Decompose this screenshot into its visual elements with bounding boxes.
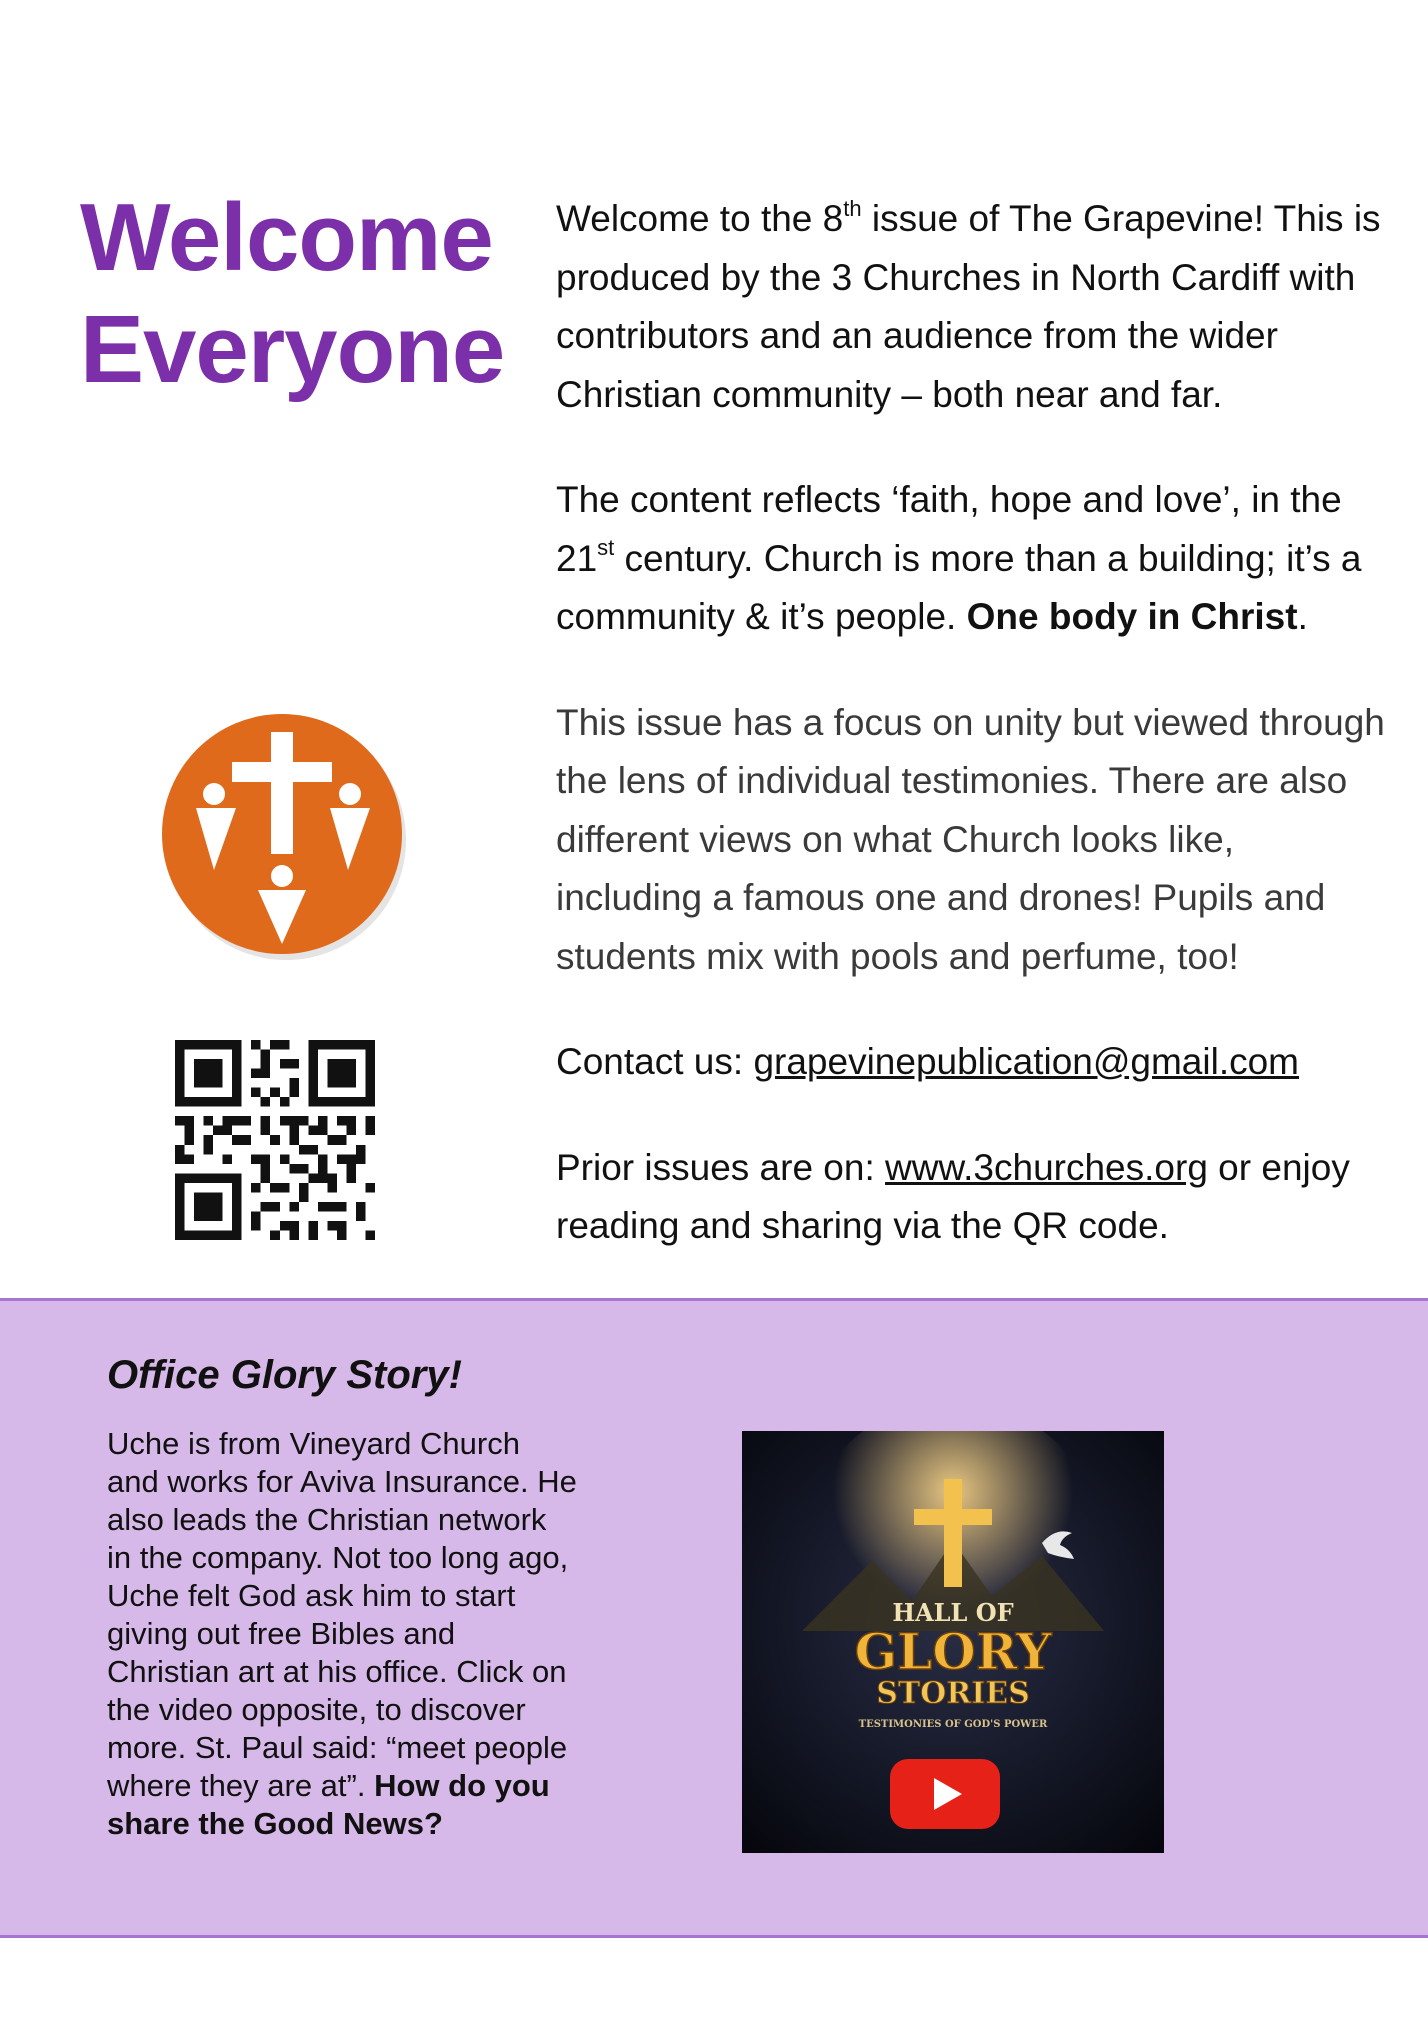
intro-paragraph-3: This issue has a focus on unity but viewed through the lens of individual testimonies. There are also different views on what Church looks like, including a famous one and drones! Pupils and students mix with pools and perfume, too!: [556, 701, 1385, 977]
video-tagline: TESTIMONIES OF GOD'S POWER: [858, 1719, 1048, 1730]
panel-body: Uche is from Vineyard Church and works for Aviva Insurance. He also leads the Christian network in the company. Not too long ago, Uche felt God ask him to start giving out free Bibles and Christian art at his office. Click on the video opposite, to discover more. St. Paul said: “meet people where they are at”. How do you share the Good News?: [107, 1426, 577, 1841]
video-hall-of: HALL OF: [892, 1598, 1014, 1627]
panel-bold-question: How do you share the Good News?: [107, 1768, 550, 1841]
bold-phrase: One body in Christ: [966, 596, 1298, 637]
youtube-play-icon[interactable]: [890, 1759, 1000, 1829]
contact-line: Contact us: grapevinepublication@gmail.com: [556, 1041, 1300, 1082]
website-link[interactable]: www.3churches.org: [885, 1146, 1208, 1188]
prior-issues-line: Prior issues are on: www.3churches.org or enjoy reading and sharing via the QR code.: [556, 1146, 1350, 1246]
contact-email-link[interactable]: grapevinepublication@gmail.com: [753, 1041, 1300, 1082]
office-glory-story-panel: [0, 1298, 1428, 1938]
intro-paragraph-1: Welcome to the 8th issue of The Grapevine! This is produced by the 3 Churches in North Cardiff with contributors and an audience from the wider Christian community – both near and far.: [556, 195, 1381, 415]
page-heading: [80, 182, 504, 406]
intro-paragraph-2: The content reflects ‘faith, hope and love’, in the 21st century. Church is more than a building; it’s a community & it’s people. One body in Christ.: [556, 479, 1362, 637]
intro-text: [556, 190, 1386, 1303]
video-stories: STORIES: [876, 1676, 1030, 1711]
panel-title: Office Glory Story!: [107, 1353, 462, 1397]
qr-code-icon[interactable]: [175, 1040, 375, 1240]
video-thumbnail[interactable]: [742, 1431, 1164, 1853]
video-glory: GLORY: [854, 1622, 1052, 1681]
heading-line-1: Welcome: [80, 184, 493, 291]
heading-line-2: Everyone: [80, 296, 505, 403]
cross-people-icon: [158, 710, 408, 960]
